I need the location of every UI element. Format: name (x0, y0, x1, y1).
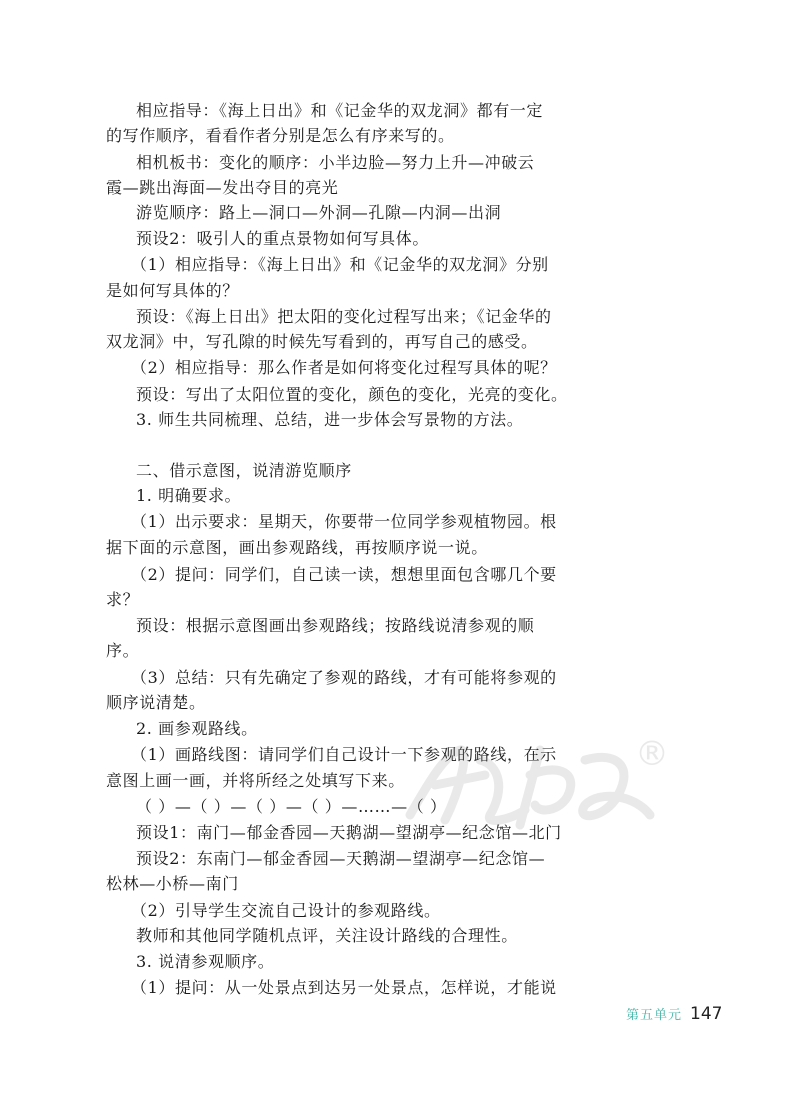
svg-text:®: ® (635, 734, 669, 774)
text-line: 预设：写出了太阳位置的变化，颜色的变化，光亮的变化。 (136, 385, 568, 404)
text-line: 教师和其他同学随机点评，关注设计路线的合理性。 (136, 926, 518, 945)
text-line: 2. 画参观路线。 (136, 719, 258, 738)
text-line: 预设：《海上日出》把太阳的变化过程写出来；《记金华的 (136, 307, 552, 326)
text-line: （1）相应指导：《海上日出》和《记金华的双龙洞》分别 (131, 255, 549, 274)
text-line: 序。 (106, 641, 140, 660)
text-line: 游览顺序：路上—洞口—外洞—孔隙—内洞—出洞 (136, 203, 502, 222)
unit-label: 第五单元 (626, 1008, 683, 1023)
text-line: 预设1：南门—郁金香园—天鹅湖—望湖亭—纪念馆—北门 (136, 823, 562, 842)
text-line: 顺序说清楚。 (106, 693, 206, 712)
text-line: （1）出示要求：星期天，你要带一位同学参观植物园。根 (131, 512, 557, 531)
text-line: 松林—小桥—南门 (106, 874, 239, 893)
text-line: 3. 说清参观顺序。 (136, 952, 275, 971)
text-line: 1. 明确要求。 (136, 486, 242, 505)
text-line: 相应指导：《海上日出》和《记金华的双龙洞》都有一定 (136, 101, 544, 120)
text-line: （2）引导学生交流自己设计的参观路线。 (131, 901, 441, 920)
text-line: 3. 师生共同梳理、总结，进一步体会写景物的方法。 (136, 410, 524, 429)
page-number: 147 (690, 1004, 723, 1024)
text-line: 相机板书：变化的顺序：小半边脸—努力上升—冲破云 (136, 153, 535, 172)
text-line: 预设2：吸引人的重点景物如何写具体。 (136, 229, 429, 248)
text-line: 预设2：东南门—郁金香园—天鹅湖—望湖亭—纪念馆— (136, 849, 546, 868)
route-blanks: （ ）—（ ）—（ ）—（ ）—……—（ ） (136, 797, 447, 816)
text-line: （2）相应指导：那么作者是如何将变化过程写具体的呢？ (131, 358, 557, 377)
text-line: （3）总结：只有先确定了参观的路线，才有可能将参观的 (131, 668, 557, 687)
text-line: 是如何写具体的？ (106, 281, 239, 300)
text-line: （1）提问：从一处景点到达另一处景点，怎样说，才能说 (131, 978, 557, 997)
section-heading: 二、借示意图，说清游览顺序 (136, 461, 352, 480)
text-line: 霞—跳出海面—发出夺目的亮光 (106, 178, 339, 197)
text-line: 意图上画一画，并将所经之处填写下来。 (106, 771, 405, 790)
text-line: 据下面的示意图，画出参观路线，再按顺序说一说。 (106, 538, 488, 557)
text-line: 双龙洞》中，写孔隙的时候先写看到的，再写自己的感受。 (106, 332, 538, 351)
text-line: （2）提问：同学们，自己读一读，想想里面包含哪几个要 (131, 565, 557, 584)
text-line: 求？ (106, 590, 140, 609)
text-line: 的写作顺序，看看作者分别是怎么有序来写的。 (106, 126, 455, 145)
page-footer (626, 1004, 722, 1024)
text-line: 预设：根据示意图画出参观路线；按路线说清参观的顺 (136, 616, 535, 635)
text-line: （1）画路线图：请同学们自己设计一下参观的路线，在示 (131, 745, 557, 764)
